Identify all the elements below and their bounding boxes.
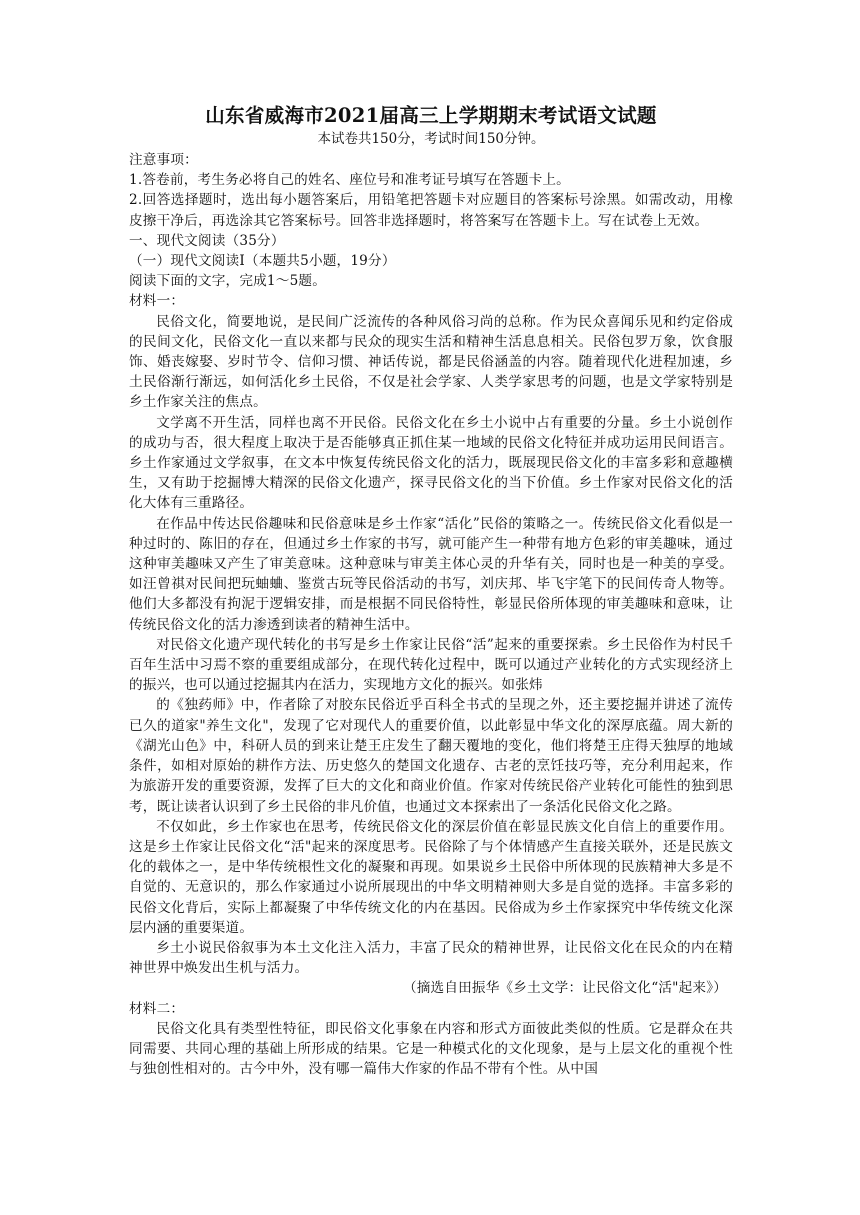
document-subtitle: 本试卷共150分，考试时间150分钟。 <box>317 131 545 147</box>
document-title: 山东省威海市2021届高三上学期期末考试语文试题 <box>205 104 657 127</box>
notes-item-1: 1.答卷前，考生务必将自己的姓名、座位号和准考证号填写在答题卡上。 <box>129 172 570 189</box>
material-1-paragraph-6: 乡土小说民俗叙事为本土文化注入活力，丰富了民众的精神世界，让民俗文化在民众的内在精神世界中焕发出生机与活力。 <box>129 939 733 977</box>
section-heading: 一、现代文阅读（35分） <box>129 232 285 249</box>
material-1-source: （摘选自田振华《乡土文学：让民俗文化“活"起来》） <box>402 980 727 997</box>
material-2-label: 材料二： <box>129 1000 185 1017</box>
section-subheading: （一）现代文阅读Ⅰ（本题共5小题，19分） <box>129 253 396 270</box>
material-1-paragraph-1: 民俗文化，简要地说，是民间广泛流传的各种风俗习尚的总称。作为民众喜闻乐见和约定俗成的民间文化，民俗文化一直以来都与民众的现实生活和精神生活息息相关。民俗包罗万象，饮食服饰、婚丧嫁娶、岁时节令、信仰习惯、神话传说，都是民俗涵盖的内容。随着现代化进程加速，乡土民俗渐行渐远，如何活化乡土民俗，不仅是社会学家、人类学家思考的问题，也是文学家特别是乡土作家关注的焦点。 <box>129 313 733 411</box>
material-1-paragraph-3: 在作品中传达民俗趣味和民俗意味是乡土作家“活化”民俗的策略之一。传统民俗文化看似是一种过时的、陈旧的存在，但通过乡土作家的书写，就可能产生一种带有地方色彩的审美趣味，通过这种审美趣味又产生了审美意味。这种意味与审美主体心灵的升华有关，同时也是一种美的享受。如汪曾祺对民间把玩蚰蛐、鉴赏古玩等民俗活动的书写，刘庆邦、毕飞宇笔下的民间传奇人物等。他们大多都没有拘泥于逻辑安排，而是根据不同民俗特性，彰显民俗所体现的审美趣味和意味，让传统民俗文化的活力渗透到读者的精神生活中。 <box>129 515 733 633</box>
document-page <box>129 103 733 1079</box>
notes-heading: 注意事项： <box>129 152 198 168</box>
material-2-paragraph-1: 民俗文化具有类型性特征，即民俗文化事象在内容和形式方面彼此类似的性质。它是群众在共同需要、共同心理的基础上所形成的结果。它是一种模式化的文化现象，是与上层文化的重视个性与独创性相对的。古今中外，没有哪一篇伟大作家的作品不带有个性。从中国 <box>129 1020 733 1078</box>
notes-item-2: 2.回答选择题时，选出每小题答案后，用铅笔把答题卡对应题目的答案标号涂黑。如需改动，用橡皮擦干净后，再选涂其它答案标号。回答非选择题时，将答案写在答题卡上。写在试卷上无效。 <box>129 192 733 229</box>
material-1-paragraph-4b: 的《独药师》中，作者除了对胶东民俗近乎百科全书式的呈现之外，还主要挖掘并讲述了流传已久的道家"养生文化"，发现了它对现代人的重要价值，以此彰显中华文化的深厚底蕴。周大新的《湖光山色》中，科研人员的到来让楚王庄发生了翻天覆地的变化，他们将楚王庄得天独厚的地域条件，如相对原始的耕作方法、历史悠久的楚国文化遗存、古老的烹饪技巧等，充分利用起来，作为旅游开发的重要资源，发挥了巨大的文化和商业价值。作家对传统民俗产业转化可能性的独到思考，既让读者认识到了乡土民俗的非凡价值，也通过文本探索出了一条活化民俗文化之路。 <box>129 697 733 815</box>
material-1-paragraph-4a: 对民俗文化遗产现代转化的书写是乡土作家让民俗“活”起来的重要探索。乡土民俗作为村民千百年生活中习焉不察的重要组成部分，在现代转化过程中，既可以通过产业转化的方式实现经济上的振兴，也可以通过挖掘其内在活力，实现地方文化的振兴。如张炜 <box>129 636 733 694</box>
material-1-paragraph-5: 不仅如此，乡土作家也在思考，传统民俗文化的深层价值在彰显民族文化自信上的重要作用。这是乡土作家让民俗文化“活"起来的深度思考。民俗除了与个体情感产生直接关联外，还是民族文化的载体之一，是中华传统根性文化的凝聚和再现。如果说乡土民俗中所体现的民族精神大多是不自觉的、无意识的，那么作家通过小说所展现出的中华文明精神则大多是自觉的选择。丰富多彩的民俗文化背后，实际上都凝聚了中华传统文化的内在基因。民俗成为乡土作家探究中华传统文化深层内涵的重要渠道。 <box>129 818 733 936</box>
material-1-label: 材料一： <box>129 293 185 310</box>
material-1-paragraph-2: 文学离不开生活，同样也离不开民俗。民俗文化在乡土小说中占有重要的分量。乡土小说创作的成功与否，很大程度上取决于是否能够真正抓住某一地域的民俗文化特征并成功运用民间语言。乡土作家通过文学叙事，在文本中恢复传统民俗文化的活力，既展现民俗文化的丰富多彩和意趣横生，又有助于挖掘博大精深的民俗文化遗产，探寻民俗文化的当下价值。乡土作家对民俗文化的活化大体有三重路径。 <box>129 414 733 512</box>
section-instruction: 阅读下面的文字，完成1～5题。 <box>129 273 327 290</box>
